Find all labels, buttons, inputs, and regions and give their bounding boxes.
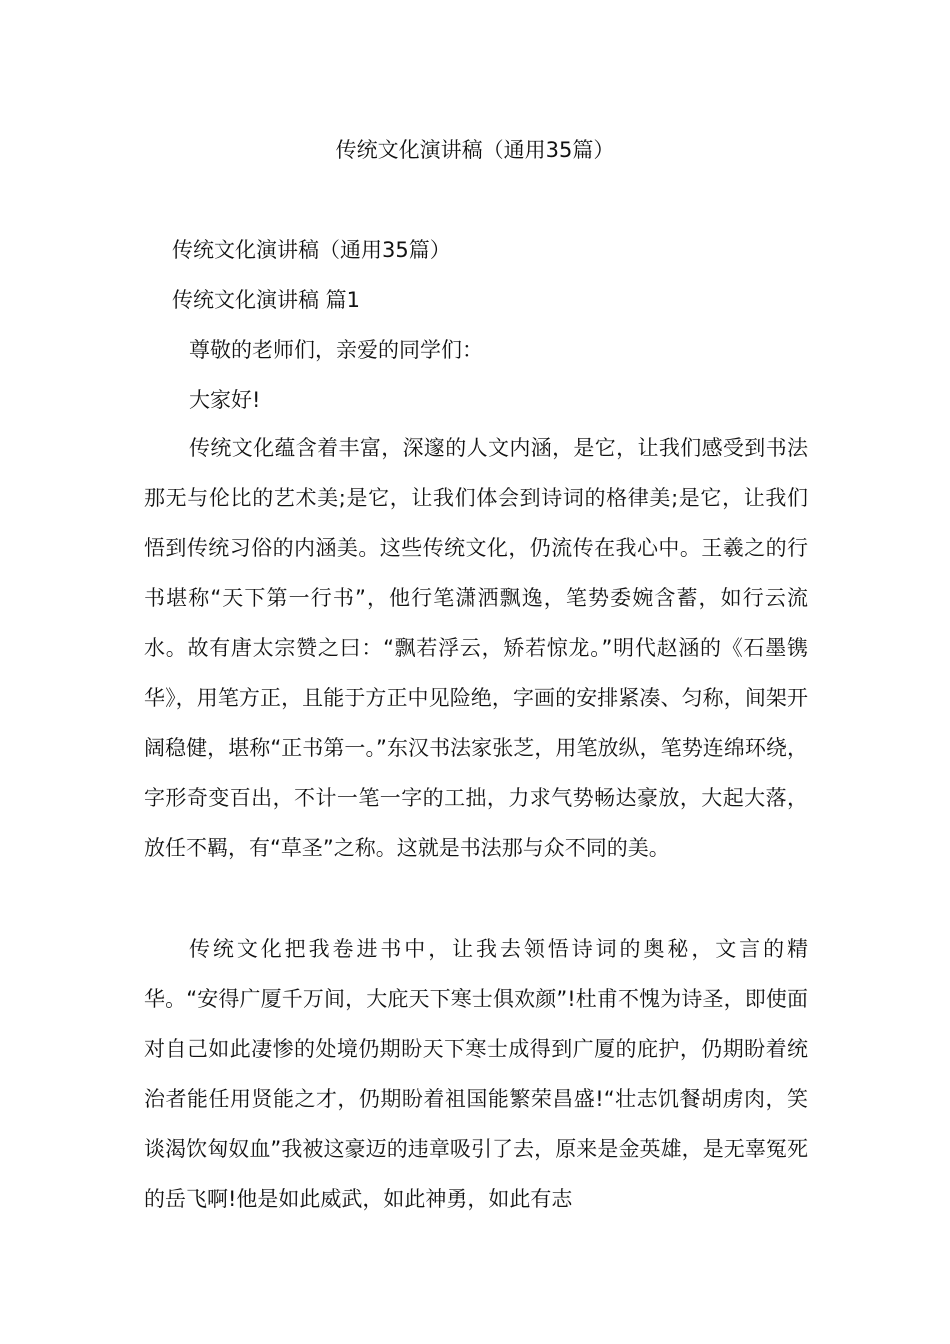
document-subtitle: 传统文化演讲稿（通用35篇） [172,238,451,262]
paragraph-poetry: 传统文化把我卷进书中，让我去领悟诗词的奥秘，文言的精华。“安得广厦千万间，大庇天下寒士俱欢颜”!杜甫不愧为诗圣，即使面对自己如此凄惨的处境仍期盼天下寒士成得到广厦的庇护，仍期盼着统治者能任用贤能之才，仍期盼着祖国能繁荣昌盛!“壮志饥餐胡虏肉，笑谈渴饮匈奴血”我被这豪迈的违章吸引了去，原来是金英雄，是无辜冤死的岳飞啊!他是如此威武，如此神勇，如此有志 [144,937,808,1211]
salutation: 尊敬的老师们，亲爱的同学们： [189,338,483,362]
greeting: 大家好! [189,388,261,412]
paragraph-calligraphy: 传统文化蕴含着丰富，深邃的人文内涵，是它，让我们感受到书法那无与伦比的艺术美;是它，让我们体会到诗词的格律美;是它，让我们悟到传统习俗的内涵美。这些传统文化，仍流传在我心中。王羲之的行书堪称“天下第一行书”，他行笔潇洒飘逸，笔势委婉含蓄，如行云流水。故有唐太宗赞之曰：“飘若浮云，矫若惊龙。”明代赵涵的《石墨镌华》，用笔方正，且能于方正中见险绝，字画的安排紧凑、匀称，间架开阔稳健，堪称“正书第一。”东汉书法家张芝，用笔放纵，笔势连绵环绕，字形奇变百出，不计一笔一字的工拙，力求气势畅达豪放，大起大落，放任不羁，有“草圣”之称。这就是书法那与众不同的美。 [144,436,808,860]
section-heading: 传统文化演讲稿 篇1 [172,288,361,312]
document-title: 传统文化演讲稿（通用35篇） [335,138,615,162]
